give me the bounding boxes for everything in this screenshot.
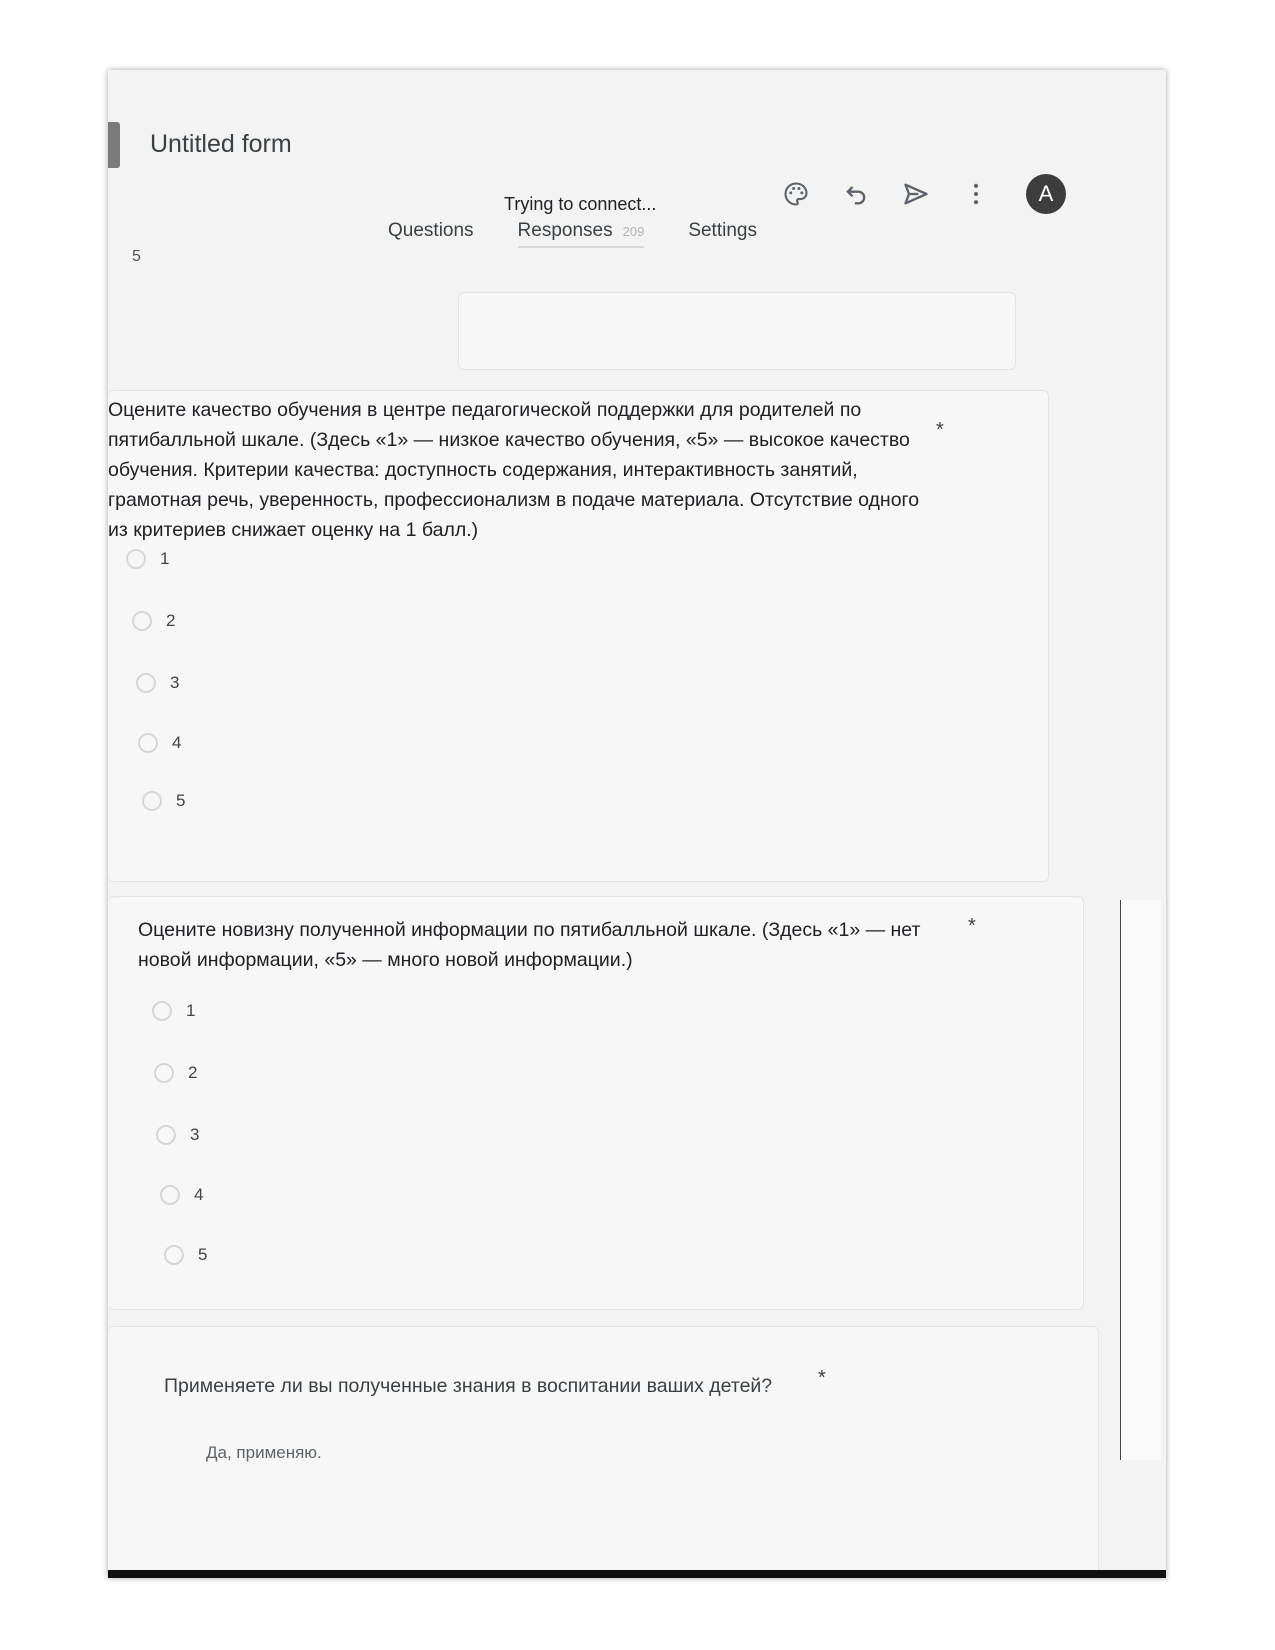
- tab-label: Responses: [517, 220, 613, 241]
- option-label: 1: [160, 549, 170, 568]
- radio-option[interactable]: [136, 673, 179, 693]
- radio-button[interactable]: [126, 549, 146, 569]
- tab-label: Settings: [688, 220, 757, 241]
- app-header: [108, 70, 1166, 270]
- option-label: 5: [198, 1245, 208, 1264]
- form-tabs: [388, 220, 757, 248]
- radio-button[interactable]: [142, 791, 162, 811]
- stray-option-number: 5: [132, 248, 141, 265]
- radio-option[interactable]: [126, 549, 169, 569]
- option-label: 5: [176, 791, 186, 810]
- radio-button[interactable]: [132, 611, 152, 631]
- question-card[interactable]: [108, 896, 1084, 1310]
- undo-icon[interactable]: [840, 178, 872, 210]
- radio-option[interactable]: [160, 1185, 203, 1205]
- question-title: Оцените новизну полученной информации по пятибалльной шкале. (Здесь «1» — нет новой информации, «5» — много новой информации.): [138, 919, 921, 971]
- tab-label: Questions: [388, 220, 474, 241]
- connection-status: Trying to connect...: [504, 194, 657, 214]
- account-avatar[interactable]: A: [1026, 174, 1066, 214]
- radio-button[interactable]: [138, 733, 158, 753]
- option-label: 3: [190, 1125, 200, 1144]
- more-vert-icon[interactable]: [960, 178, 992, 210]
- radio-option[interactable]: [156, 1125, 199, 1145]
- answer-option-label[interactable]: Да, применяю.: [206, 1443, 322, 1462]
- option-label: 3: [170, 673, 180, 692]
- question-title: Оцените качество обучения в центре педагогической поддержки для родителей по пятибалльной шкале. (Здесь «1» — низкое качество обучения, «5» — высокое качество обучения. Критерии качества: доступность содержания, интерактивность занятий, грамотная речь, уверенность, профессионализм в подаче материала. Отсутствие одного из критериев снижает оценку на 1 балл.): [108, 399, 920, 541]
- radio-button[interactable]: [136, 673, 156, 693]
- required-mark: *: [818, 1367, 826, 1389]
- responses-count-badge: 209: [622, 224, 645, 239]
- radio-option[interactable]: [142, 791, 185, 811]
- send-icon[interactable]: [900, 178, 932, 210]
- required-mark: *: [968, 915, 976, 937]
- radio-option[interactable]: [164, 1245, 207, 1265]
- radio-option[interactable]: [132, 611, 175, 631]
- radio-button[interactable]: [156, 1125, 176, 1145]
- tab-questions[interactable]: [388, 220, 474, 248]
- underlying-page-edge: [1120, 900, 1161, 1460]
- radio-button[interactable]: [154, 1063, 174, 1083]
- form-title[interactable]: Untitled form: [150, 130, 292, 158]
- option-label: 4: [172, 733, 182, 752]
- radio-button[interactable]: [152, 1001, 172, 1021]
- option-label: 2: [188, 1063, 198, 1082]
- previous-question-card: [458, 292, 1016, 370]
- question-title: Применяете ли вы полученные знания в воспитании ваших детей?: [164, 1375, 773, 1397]
- option-label: 1: [186, 1001, 196, 1020]
- scanned-page: [108, 70, 1166, 1578]
- palette-icon[interactable]: [780, 178, 812, 210]
- option-label: 4: [194, 1185, 204, 1204]
- radio-option[interactable]: [154, 1063, 197, 1083]
- required-mark: *: [936, 419, 944, 441]
- radio-option[interactable]: [138, 733, 181, 753]
- radio-button[interactable]: [160, 1185, 180, 1205]
- question-card[interactable]: [108, 1326, 1099, 1578]
- toolbar: [780, 174, 1066, 214]
- radio-option[interactable]: [152, 1001, 195, 1021]
- question-card[interactable]: [108, 390, 1049, 882]
- tab-settings[interactable]: [688, 220, 757, 248]
- option-label: 2: [166, 611, 176, 630]
- forms-doc-icon: [108, 122, 120, 168]
- tab-responses[interactable]: [518, 220, 645, 248]
- radio-button[interactable]: [164, 1245, 184, 1265]
